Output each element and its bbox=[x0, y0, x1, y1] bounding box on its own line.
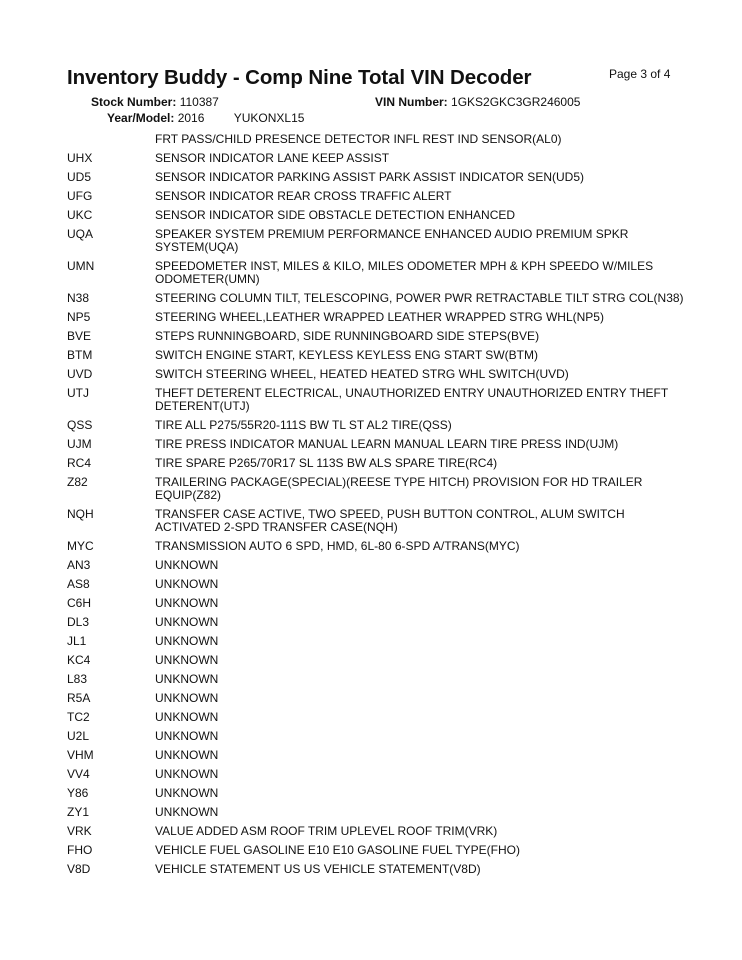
option-code: UTJ bbox=[67, 386, 89, 400]
list-item bbox=[67, 692, 687, 705]
list-item bbox=[67, 387, 687, 413]
option-code: RC4 bbox=[67, 456, 92, 470]
list-item bbox=[67, 616, 687, 629]
list-item bbox=[67, 349, 687, 362]
option-code: Z82 bbox=[67, 475, 88, 489]
option-code: N38 bbox=[67, 291, 90, 305]
list-item bbox=[67, 368, 687, 381]
option-code: BTM bbox=[67, 348, 93, 362]
list-item bbox=[67, 476, 687, 502]
list-item bbox=[67, 654, 687, 667]
option-description: UNKNOWN bbox=[155, 653, 219, 667]
year-model bbox=[107, 111, 304, 125]
option-description: THEFT DETERENT ELECTRICAL, UNAUTHORIZED ENTRY UNAUTHORIZED ENTRY THEFT DETERENT(UTJ) bbox=[155, 386, 668, 413]
list-item bbox=[67, 673, 687, 686]
option-code: UQA bbox=[67, 227, 94, 241]
page-title: Inventory Buddy - Comp Nine Total VIN Decoder bbox=[67, 66, 532, 89]
option-description: UNKNOWN bbox=[155, 729, 219, 743]
option-code: NQH bbox=[67, 507, 94, 521]
option-description: SENSOR INDICATOR PARKING ASSIST PARK ASSIST INDICATOR SEN(UD5) bbox=[155, 170, 584, 184]
option-code: AN3 bbox=[67, 558, 91, 572]
stock-number-label: Stock Number: bbox=[91, 95, 177, 109]
list-item bbox=[67, 806, 687, 819]
list-item bbox=[67, 730, 687, 743]
option-description: UNKNOWN bbox=[155, 558, 219, 572]
year-value: 2016 bbox=[177, 111, 205, 125]
list-item bbox=[67, 768, 687, 781]
option-code: L83 bbox=[67, 672, 88, 686]
list-item bbox=[67, 597, 687, 610]
list-item bbox=[67, 438, 687, 451]
list-item bbox=[67, 419, 687, 432]
option-description: SPEAKER SYSTEM PREMIUM PERFORMANCE ENHANCED AUDIO PREMIUM SPKR SYSTEM(UQA) bbox=[155, 227, 629, 254]
option-code: UJM bbox=[67, 437, 92, 451]
option-description: UNKNOWN bbox=[155, 767, 219, 781]
model-value: YUKONXL15 bbox=[233, 111, 305, 125]
option-description: SWITCH ENGINE START, KEYLESS KEYLESS ENG START SW(BTM) bbox=[155, 348, 538, 362]
option-description: SWITCH STEERING WHEEL, HEATED HEATED STRG WHL SWITCH(UVD) bbox=[155, 367, 569, 381]
list-item bbox=[67, 825, 687, 838]
option-description: UNKNOWN bbox=[155, 710, 219, 724]
option-code: U2L bbox=[67, 729, 90, 743]
list-item bbox=[67, 749, 687, 762]
list-item bbox=[67, 133, 687, 146]
option-description: FRT PASS/CHILD PRESENCE DETECTOR INFL REST IND SENSOR(AL0) bbox=[155, 132, 562, 146]
option-description: VEHICLE STATEMENT US US VEHICLE STATEMENT(V8D) bbox=[155, 862, 481, 876]
option-code: C6H bbox=[67, 596, 92, 610]
option-code: R5A bbox=[67, 691, 91, 705]
option-description: SPEEDOMETER INST, MILES & KILO, MILES ODOMETER MPH & KPH SPEEDO W/MILES ODOMETER(UMN) bbox=[155, 259, 654, 286]
option-description: TIRE SPARE P265/70R17 SL 113S BW ALS SPARE TIRE(RC4) bbox=[155, 456, 498, 470]
list-item bbox=[67, 292, 687, 305]
option-code: JL1 bbox=[67, 634, 87, 648]
option-description: UNKNOWN bbox=[155, 805, 219, 819]
option-code: TC2 bbox=[67, 710, 90, 724]
list-item bbox=[67, 260, 687, 286]
option-description: UNKNOWN bbox=[155, 691, 219, 705]
option-description: UNKNOWN bbox=[155, 748, 219, 762]
option-description: VALUE ADDED ASM ROOF TRIM UPLEVEL ROOF TRIM(VRK) bbox=[155, 824, 498, 838]
option-code: VHM bbox=[67, 748, 94, 762]
option-code: UKC bbox=[67, 208, 93, 222]
list-item bbox=[67, 559, 687, 572]
list-item bbox=[67, 330, 687, 343]
vin-number-label: VIN Number: bbox=[375, 95, 448, 109]
option-description: UNKNOWN bbox=[155, 596, 219, 610]
option-description: TIRE ALL P275/55R20-111S BW TL ST AL2 TIRE(QSS) bbox=[155, 418, 452, 432]
option-code: KC4 bbox=[67, 653, 91, 667]
page-number: Page 3 of 4 bbox=[609, 67, 671, 81]
option-description: UNKNOWN bbox=[155, 786, 219, 800]
option-code: V8D bbox=[67, 862, 91, 876]
list-item bbox=[67, 540, 687, 553]
option-code: NP5 bbox=[67, 310, 91, 324]
stock-number bbox=[91, 95, 219, 109]
option-code: DL3 bbox=[67, 615, 90, 629]
option-code: QSS bbox=[67, 418, 93, 432]
option-description: TRANSMISSION AUTO 6 SPD, HMD, 6L-80 6-SPD A/TRANS(MYC) bbox=[155, 539, 520, 553]
option-description: TRAILERING PACKAGE(SPECIAL)(REESE TYPE HITCH) PROVISION FOR HD TRAILER EQUIP(Z82) bbox=[155, 475, 643, 502]
option-description: TRANSFER CASE ACTIVE, TWO SPEED, PUSH BUTTON CONTROL, ALUM SWITCH ACTIVATED 2-SPD TRANSFER CASE(NQH) bbox=[155, 507, 625, 534]
option-code: ZY1 bbox=[67, 805, 90, 819]
option-code: UMN bbox=[67, 259, 95, 273]
list-item bbox=[67, 711, 687, 724]
option-description: UNKNOWN bbox=[155, 672, 219, 686]
vin-number bbox=[375, 95, 580, 109]
option-code: BVE bbox=[67, 329, 92, 343]
list-item bbox=[67, 578, 687, 591]
option-code: UD5 bbox=[67, 170, 92, 184]
option-description: STEPS RUNNINGBOARD, SIDE RUNNINGBOARD SIDE STEPS(BVE) bbox=[155, 329, 540, 343]
option-description: STEERING COLUMN TILT, TELESCOPING, POWER PWR RETRACTABLE TILT STRG COL(N38) bbox=[155, 291, 684, 305]
option-description: SENSOR INDICATOR REAR CROSS TRAFFIC ALERT bbox=[155, 189, 452, 203]
list-item bbox=[67, 844, 687, 857]
list-item bbox=[67, 209, 687, 222]
list-item bbox=[67, 508, 687, 534]
list-item bbox=[67, 787, 687, 800]
list-item bbox=[67, 171, 687, 184]
option-code: AS8 bbox=[67, 577, 90, 591]
option-code: Y86 bbox=[67, 786, 89, 800]
option-description: VEHICLE FUEL GASOLINE E10 E10 GASOLINE FUEL TYPE(FHO) bbox=[155, 843, 521, 857]
stock-number-value: 110387 bbox=[179, 95, 219, 109]
list-item bbox=[67, 228, 687, 254]
option-code: UFG bbox=[67, 189, 93, 203]
option-code: VRK bbox=[67, 824, 92, 838]
vin-number-value: 1GKS2GKC3GR246005 bbox=[451, 95, 581, 109]
list-item bbox=[67, 457, 687, 470]
list-item bbox=[67, 311, 687, 324]
option-description: SENSOR INDICATOR LANE KEEP ASSIST bbox=[155, 151, 390, 165]
option-description: UNKNOWN bbox=[155, 615, 219, 629]
option-description: TIRE PRESS INDICATOR MANUAL LEARN MANUAL LEARN TIRE PRESS IND(UJM) bbox=[155, 437, 619, 451]
option-code: MYC bbox=[67, 539, 94, 553]
option-code: UHX bbox=[67, 151, 93, 165]
option-code bbox=[67, 133, 155, 146]
option-code: VV4 bbox=[67, 767, 90, 781]
list-item bbox=[67, 635, 687, 648]
option-code-list bbox=[67, 133, 687, 882]
option-code: UVD bbox=[67, 367, 93, 381]
list-item bbox=[67, 152, 687, 165]
option-description: STEERING WHEEL,LEATHER WRAPPED LEATHER WRAPPED STRG WHL(NP5) bbox=[155, 310, 604, 324]
option-description: UNKNOWN bbox=[155, 577, 219, 591]
list-item bbox=[67, 863, 687, 876]
year-model-label: Year/Model: bbox=[107, 111, 175, 125]
option-description: UNKNOWN bbox=[155, 634, 219, 648]
option-description: SENSOR INDICATOR SIDE OBSTACLE DETECTION ENHANCED bbox=[155, 208, 516, 222]
option-code: FHO bbox=[67, 843, 93, 857]
list-item bbox=[67, 190, 687, 203]
